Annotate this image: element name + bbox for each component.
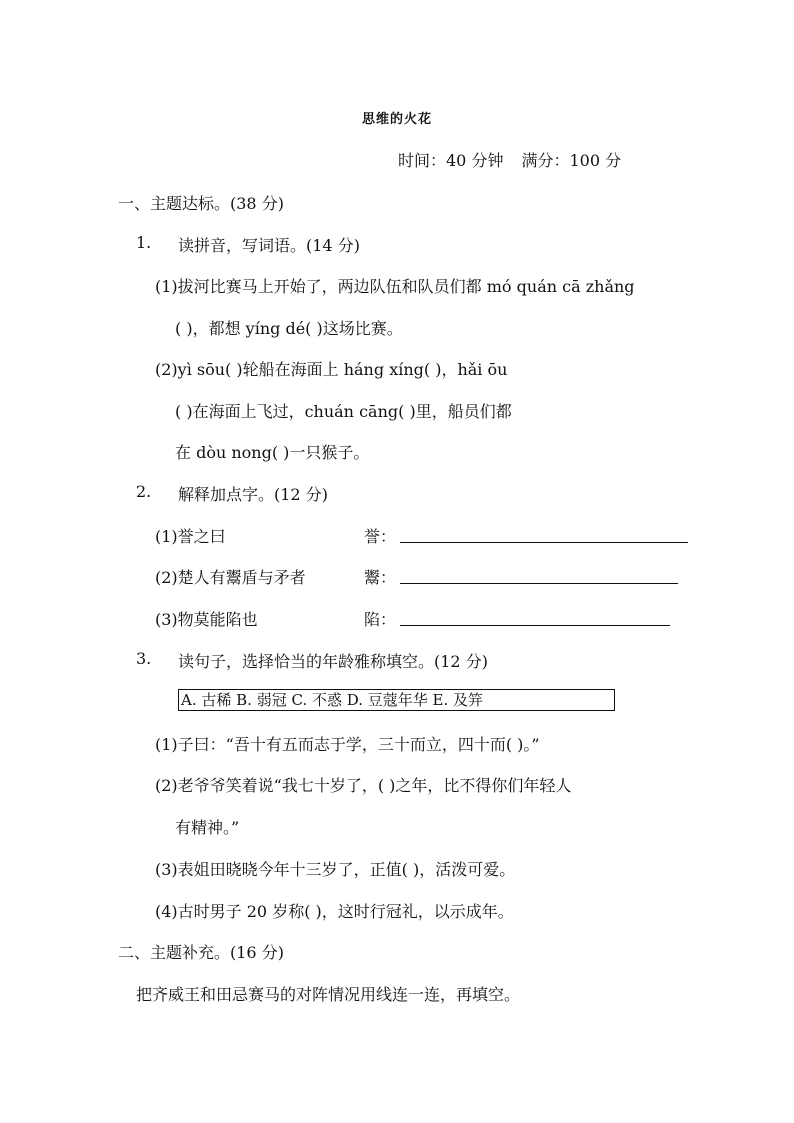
section-2-heading: 二、主题补充。(16 分) xyxy=(118,943,284,962)
q3-line-5[interactable]: (4)古时男子 20 岁称( )，这时行冠礼，以示成年。 xyxy=(155,902,514,921)
q2-prompt: 解释加点字。(12 分) xyxy=(178,485,328,504)
q1-number: 1. xyxy=(136,233,152,252)
q2-item-2-label: 鬻： xyxy=(364,568,397,587)
section-2-instruction: 把齐威王和田忌赛马的对阵情况用线连一连，再填空。 xyxy=(136,985,521,1004)
exam-meta xyxy=(398,148,621,171)
q2-item-3-label: 陷： xyxy=(364,610,397,629)
q2-item-3: (3)物莫能陷也 xyxy=(155,610,258,629)
q2-answer-line-3[interactable] xyxy=(400,625,670,626)
q3-line-3: 有精神。” xyxy=(175,818,240,837)
q1-line-5[interactable]: 在 dòu nong( )一只猴子。 xyxy=(175,443,370,462)
q3-line-4[interactable]: (3)表姐田晓晓今年十三岁了，正值( )，活泼可爱。 xyxy=(155,860,516,879)
q3-options-box: A. 古稀 B. 弱冠 C. 不惑 D. 豆蔻年华 E. 及笄 xyxy=(178,689,615,711)
q1-line-3[interactable]: (2)yì sōu( )轮船在海面上 háng xíng( )，hǎi ōu xyxy=(155,360,508,379)
page-title: 思维的火花 xyxy=(361,112,432,127)
q1-line-1: (1)拔河比赛马上开始了，两边队伍和队员们都 mó quán cā zhǎng xyxy=(155,277,635,296)
q2-item-2: (2)楚人有鬻盾与矛者 xyxy=(155,568,306,587)
section-1-heading: 一、主题达标。(38 分) xyxy=(118,194,284,213)
time-limit: 时间：40 分钟 xyxy=(398,151,504,170)
q1-line-2[interactable]: ( )，都想 yíng dé( )这场比赛。 xyxy=(175,319,403,338)
q1-line-4[interactable]: ( )在海面上飞过，chuán cāng( )里，船员们都 xyxy=(175,402,512,421)
q2-item-1-label: 誉： xyxy=(364,527,397,546)
q3-line-1[interactable]: (1)子曰：“吾十有五而志于学，三十而立，四十而( )。” xyxy=(155,735,540,754)
full-score: 满分：100 分 xyxy=(521,151,622,170)
q2-number: 2. xyxy=(136,482,152,501)
q2-answer-line-1[interactable] xyxy=(400,542,688,543)
q2-answer-line-2[interactable] xyxy=(400,583,678,584)
q3-number: 3. xyxy=(136,649,152,668)
q2-item-1: (1)誉之曰 xyxy=(155,527,226,546)
q3-prompt: 读句子，选择恰当的年龄雅称填空。(12 分) xyxy=(178,652,488,671)
q3-line-2[interactable]: (2)老爷爷笑着说“我七十岁了，( )之年，比不得你们年轻人 xyxy=(155,776,572,795)
q1-prompt: 读拼音，写词语。(14 分) xyxy=(178,236,360,255)
